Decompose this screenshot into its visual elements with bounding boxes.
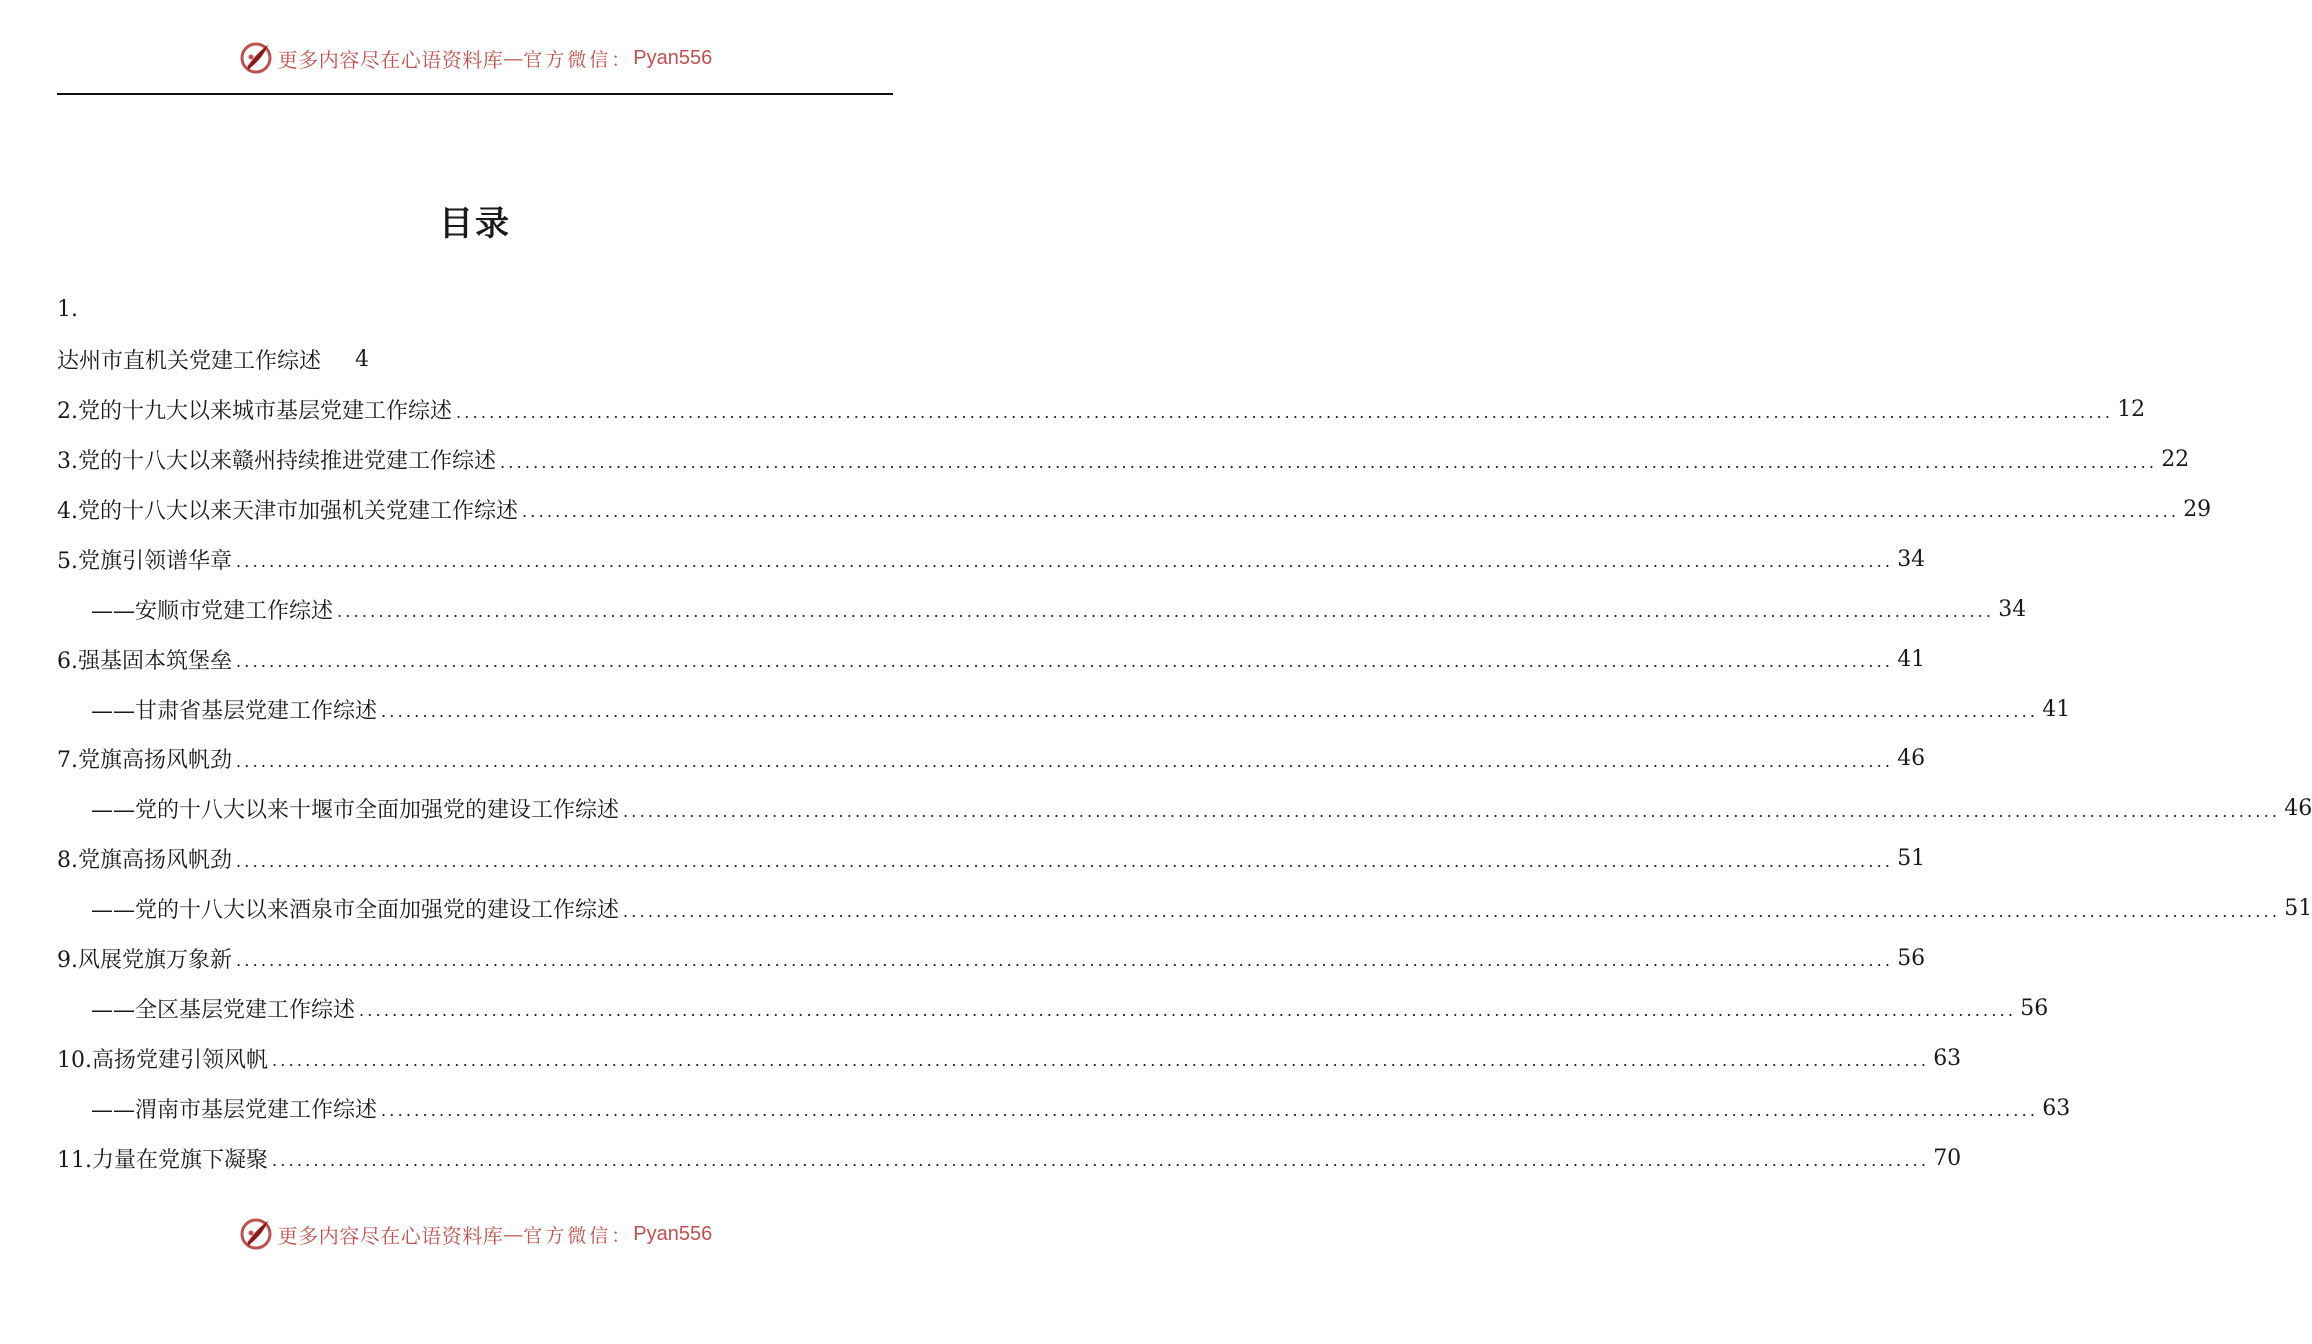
toc-dot-leader: ........................................................................................................................................................................................................: [337, 602, 1995, 622]
toc-dot-leader: ........................................................................................................................................................................................................: [236, 751, 1894, 771]
toc-entry-text: 达州市直机关党建工作综述: [57, 349, 322, 375]
toc-entry[interactable]: [57, 534, 1926, 584]
table-of-contents: [57, 285, 2312, 1183]
header-banner: [0, 38, 950, 78]
toc-dot-leader: ........................................................................................................................................................................................................: [359, 1001, 2017, 1021]
toc-entry-page: 29: [2183, 497, 2212, 522]
toc-entry[interactable]: [57, 634, 1926, 684]
toc-dot-leader: ........................................................................................................................................................................................................: [623, 901, 2281, 921]
toc-entry[interactable]: [57, 435, 2190, 485]
toc-dot-leader: ........................................................................................................................................................................................................: [623, 801, 2281, 821]
footer-wechat-label: 官方微信：: [523, 1224, 634, 1247]
toc-entry-page: 41: [2042, 696, 2071, 722]
toc-entry-number: 1.: [57, 297, 78, 323]
toc-entry-text: 3.党的十八大以来赣州持续推进党建工作综述: [57, 449, 496, 475]
toc-entry[interactable]: [57, 983, 2049, 1033]
toc-entry-1[interactable]: [57, 335, 893, 385]
toc-entry-text: ——安顺市党建工作综述: [91, 598, 334, 624]
toc-entry-text: ——渭南市基层党建工作综述: [91, 1097, 378, 1123]
toc-entry-text: 5.党旗引领谱华章: [57, 548, 232, 574]
toc-entry[interactable]: [57, 1083, 2071, 1133]
header-rule: [57, 93, 893, 95]
toc-entry-text: 4.党的十八大以来天津市加强机关党建工作综述: [57, 499, 518, 524]
page-title: 目录: [439, 204, 511, 244]
toc-entry-page: 51: [2284, 896, 2312, 922]
toc-dot-leader: ........................................................................................................................................................................................................: [381, 1101, 2039, 1121]
header-wechat-label: 官方微信：: [523, 48, 634, 71]
toc-entry-text: 2.党的十九大以来城市基层党建工作综述: [57, 399, 452, 425]
footer-dash: —: [503, 1222, 524, 1246]
footer-banner: [0, 1214, 950, 1254]
toc-entry-page: 46: [2284, 796, 2312, 822]
toc-dot-leader: ........................................................................................................................................................................................................: [500, 452, 2158, 472]
toc-dot-leader: ........................................................................................................................................................................................................: [522, 502, 2180, 522]
toc-entry[interactable]: [57, 834, 1926, 884]
toc-entry-text: ——党的十八大以来十堰市全面加强党的建设工作综述: [91, 798, 620, 824]
toc-entry[interactable]: [57, 1033, 1962, 1083]
toc-entry-text: 10.高扬党建引领风帆: [57, 1047, 268, 1073]
toc-entry-page: 34: [1897, 546, 1926, 572]
toc-entry[interactable]: [57, 584, 2027, 634]
toc-entry-text: 9.风展党旗万象新: [57, 948, 232, 974]
toc-entry-text: 8.党旗高扬风帆劲: [57, 848, 232, 874]
toc-dot-leader: ........................................................................................................................................................................................................: [236, 951, 1894, 971]
toc-dot-leader: ........................................................................................................................................................................................................: [272, 1151, 1930, 1171]
toc-entry[interactable]: [57, 934, 1926, 984]
toc-entry[interactable]: [57, 884, 2312, 934]
toc-entry-text: ——甘肃省基层党建工作综述: [91, 698, 378, 724]
toc-entry[interactable]: [57, 1133, 1962, 1183]
toc-entry[interactable]: [57, 485, 2212, 535]
toc-entry[interactable]: [57, 734, 1926, 784]
toc-entry-page: 70: [1933, 1145, 1962, 1171]
toc-entry-1-number[interactable]: [57, 285, 893, 335]
toc-entry-page: 56: [1897, 946, 1926, 972]
toc-entry-page: 46: [1897, 746, 1926, 772]
toc-entry-text: 6.强基固本筑堡垒: [57, 648, 232, 674]
toc-entry[interactable]: [57, 684, 2071, 734]
toc-dot-leader: ........................................................................................................................................................................................................: [236, 552, 1894, 572]
toc-entry[interactable]: [57, 385, 2146, 435]
toc-entry-page: 63: [1933, 1045, 1962, 1071]
header-dash: —: [503, 46, 524, 70]
toc-entry-page: 56: [2020, 995, 2049, 1021]
toc-entry-page: 12: [2117, 397, 2146, 423]
toc-entry-page: 34: [1998, 596, 2027, 622]
header-wechat-id: Pyan556: [633, 46, 713, 69]
toc-entry-text: 11.力量在党旗下凝聚: [57, 1147, 268, 1173]
toc-dot-leader: ........................................................................................................................................................................................................: [456, 402, 2114, 422]
toc-entry-page: 22: [2161, 447, 2190, 473]
toc-entry-text: ——党的十八大以来酒泉市全面加强党的建设工作综述: [91, 898, 620, 924]
toc-entry[interactable]: [57, 784, 2312, 834]
toc-entry-text: ——全区基层党建工作综述: [91, 997, 356, 1023]
quill-logo-icon: [238, 40, 274, 76]
toc-dot-leader: ........................................................................................................................................................................................................: [236, 652, 1894, 672]
header-slogan: 更多内容尽在心语资料库: [277, 47, 504, 72]
toc-entry-page: 41: [1897, 646, 1926, 672]
toc-entry-page: 63: [2042, 1095, 2071, 1121]
toc-entry-page: 51: [1897, 846, 1926, 872]
toc-dot-leader: ........................................................................................................................................................................................................: [236, 851, 1894, 871]
footer-wechat-id: Pyan556: [633, 1222, 713, 1245]
toc-entry-page: 4: [355, 347, 370, 373]
toc-dot-leader: ........................................................................................................................................................................................................: [381, 702, 2039, 722]
footer-slogan: 更多内容尽在心语资料库: [277, 1223, 504, 1248]
toc-dot-leader: ........................................................................................................................................................................................................: [272, 1051, 1930, 1071]
quill-logo-icon: [238, 1216, 274, 1252]
toc-entry-text: 7.党旗高扬风帆劲: [57, 748, 232, 774]
